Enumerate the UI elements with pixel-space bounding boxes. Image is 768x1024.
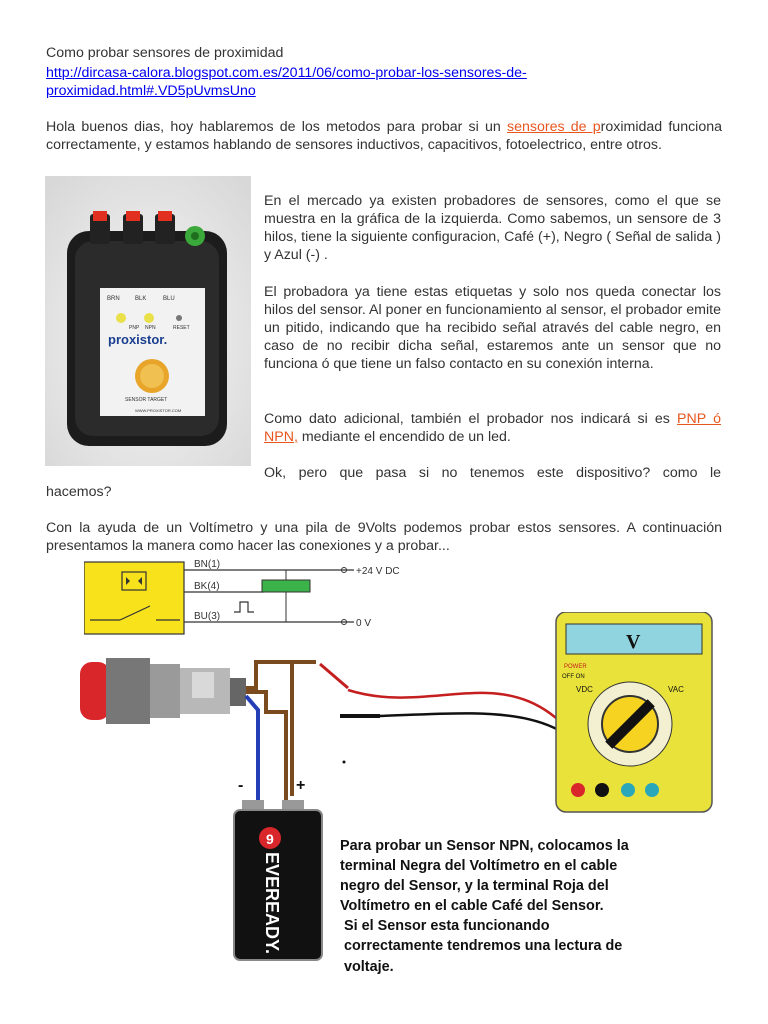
meter-vdc: VDC xyxy=(576,685,593,694)
battery-plus: + xyxy=(296,777,306,794)
para-pnp-after: mediante el encendido de un led. xyxy=(297,429,511,445)
battery-brand: EVEREADY. xyxy=(262,852,282,955)
wire-bn: BN(1) xyxy=(194,559,221,570)
para-voltmeter: Con la ayuda de un Voltímetro y una pila de 9Volts podemos probar estos sensores. A continuación presentamos la manera como hacer las conexiones y a probar... xyxy=(46,520,722,554)
para-question-line1: Ok, pero que pasa si no tenemos este dispositivo? como le xyxy=(264,465,721,481)
caption-line: correctamente tendremos una lectura de xyxy=(340,938,623,955)
intro-before: Hola buenos dias, hoy hablaremos de los metodos para probar si un xyxy=(46,119,507,135)
caption-line: voltaje. xyxy=(340,958,394,975)
para-tester: El probadora ya tiene estas etiquetas y solo nos queda conectar los hilos del sensor. Al poner en funcionamiento al sensor, el probador emite un pitido, indicando que ha recibido señal através del cable negro, en caso de no recibir dicha señal, estaremos ante un sensor que no funciona ó que tiene un falso contacto en su conexión interna. xyxy=(264,284,721,372)
caption-line: negro del Sensor, y la terminal Roja del xyxy=(340,878,609,895)
supply-label: +24 V DC xyxy=(356,566,400,577)
tester-led-reset: RESET xyxy=(173,325,190,331)
caption-line: Para probar un Sensor NPN, colocamos la xyxy=(340,838,629,854)
wire-bu: BU(3) xyxy=(194,611,221,622)
source-link-line1: http://dircasa-calora.blogspot.com.es/2011/06/como-probar-los-sensores-de- xyxy=(46,65,527,81)
tester-led-npn: NPN xyxy=(145,325,156,331)
para-market: En el mercado ya existen probadores de sensores, como el que se muestra en la gráfica de la izquierda. Como sabemos, un sensore de 3 hilos, tiene la siguiente configuracion, Café (+), Negro ( Señal de salida ) y Azul (-) . xyxy=(264,193,721,263)
meter-power: POWER xyxy=(564,664,587,670)
ground-label: 0 V xyxy=(356,618,372,629)
wire-bk: BK(4) xyxy=(194,581,220,592)
source-link[interactable] xyxy=(46,64,527,100)
tester-brand: proxistor. xyxy=(108,332,168,347)
intro-after: roximidad funciona correctamente, y estamos hablando de sensores inductivos, capacitivos, fotoelectrico, entre otros. xyxy=(46,119,723,153)
para-pnp-npn xyxy=(264,410,721,446)
tester-web: WWW.PROXISTOR.COM xyxy=(135,408,182,413)
intro-paragraph xyxy=(46,118,722,154)
tester-label-blk: BLK xyxy=(135,296,147,302)
battery-minus: - xyxy=(238,777,244,794)
caption-line: Si el Sensor esta funcionando xyxy=(340,918,550,935)
tester-led-pnp: PNP xyxy=(129,325,140,331)
caption-line: Voltímetro en el cable Café del Sensor. xyxy=(340,898,604,915)
sensores-link[interactable]: sensores de p xyxy=(506,119,601,135)
meter-off-on: OFF ON xyxy=(562,674,585,680)
tester-label-brn: BRN xyxy=(107,296,120,302)
para-pnp-before: Como dato adicional, también el probador nos indicará si es xyxy=(264,411,678,427)
tester-target: SENSOR TARGET xyxy=(125,397,168,403)
caption-line: terminal Negra del Voltímetro en el cable xyxy=(340,858,618,875)
tester-photo xyxy=(45,176,251,466)
pnp-npn-link[interactable]: PNP ó NPN, xyxy=(264,411,722,445)
doc-title: Como probar sensores de proximidad xyxy=(46,45,284,61)
svg-text:9: 9 xyxy=(266,831,274,847)
meter-vac: VAC xyxy=(668,685,684,694)
meter-display: V xyxy=(626,631,641,653)
source-link-line2: proximidad.html#.VD5pUvmsUno xyxy=(46,83,256,99)
diagram-caption xyxy=(340,836,730,977)
para-question-line2: hacemos? xyxy=(46,484,112,500)
tester-label-blu: BLU xyxy=(163,296,175,302)
